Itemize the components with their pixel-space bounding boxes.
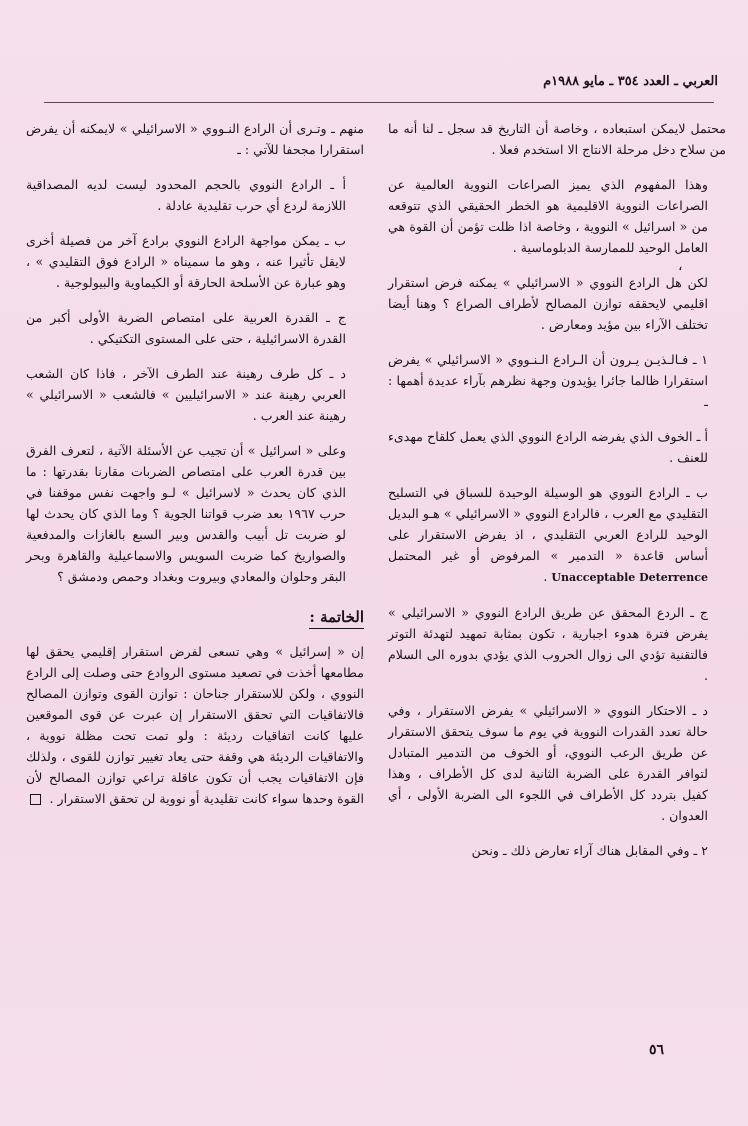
paragraph: ج ـ القدرة العربية على امتصاص الضربة الأولى أكبر من القدرة الاسرائيلية ، حتى على المستوى التكتيكي . <box>26 310 346 346</box>
paragraph: ب ـ يمكن مواجهة الرادع النووي برادع آخر من فصيلة أخرى لايقل تأثيرا عنه ، وهو ما سميناه « الرادع فوق التقليدي » ، وهو عبارة عن الأسلحة الحارقة أو الكيماوية والبيولوجية . <box>26 233 346 290</box>
running-header: العربي ـ العدد ٣٥٤ ـ مايو ١٩٨٨م <box>543 74 718 89</box>
paragraph-text: ب ـ الرادع النووي هو الوسيلة الوحيدة للسباق في التسليح التقليدي مع العرب ، فالرادع النووي « الاسرائيلي » هـو البديل الوحيد للرادع العربي التقليدي ، اذ يفرض الاستقرار على أساس قاعدة « التدمير » المرفوض أو غير المحتمل <box>388 485 708 563</box>
paragraph: محتمل لايمكن استبعاده ، وخاصة أن التاريخ قد سجل ـ لنا أنه ما من سلاح دخل مرحلة الانتاج الا استخدم فعلا . <box>388 121 726 157</box>
paragraph <box>26 641 364 809</box>
header-rule <box>44 102 714 103</box>
paragraph: ٢ ـ وفي المقابل هناك آراء تعارض ذلك ـ ونحن <box>471 843 708 858</box>
paragraph: وهذا المفهوم الذي يميز الصراعات النووية العالمية عن الصراعات النووية الاقليمية هو الخطر الحقيقي الذي تتوقعه من « اسرائيل » النووية ، وخاصة اذا ظلت تؤمن أن القوة هي العامل الوحيد للممارسة الدبلوماسية . <box>388 177 708 255</box>
conclusion-heading: الخاتمة : <box>309 607 364 629</box>
margin-mark: ، <box>678 258 683 274</box>
page-number: ٥٦ <box>648 1042 664 1058</box>
end-mark-icon <box>30 794 41 805</box>
paragraph: ب ـ الرادع النووي هو الوسيلة الوحيدة للسباق في التسليح التقليدي مع العرب ، فالرادع النووي « الاسرائيلي » هـو البديل الوحيد للرادع العربي التقليدي ، اذ يفرض الاستقرار على أساس قاعدة « التدمير » المرفوض أو غير المحتمل Unacceptable Deterrence . <box>388 485 708 584</box>
conclusion-text: إن « إسرائيل » وهي تسعى لفرض استقرار إقليمي يحقق لها مطامعها أخذت في تصعيد مستوى الروادع حتى وصلت إلى الرادع النووي ، ولكن للاستقرار جناحان : توازن القوى وتوازن المصالح فالاتفاقيات التي تحقق الاستقرار إن عبرت عن قوى الموقعين عليها كانت اتفاقيات رديئة : ولو تمت تحت مظلة نووية ، والاتفاقيات الرديئة هي وقفة حتى يعاد تغيير توازن للقوى ، ولذلك فإن الاتفاقيات يجب أن تكون عاقلة تراعي توازن المصالح لأن القوة وحدها سواء كانت تقليدية أو نووية لن تحقق الاستقرار . <box>26 644 364 806</box>
paragraph: لكن هل الرادع النووي « الاسرائيلي » يمكنه فرض استقرار اقليمي لايحققه توازن المصالح لأطراف الصراع ؟ وهنا أيضا تختلف الآراء بين مؤيد ومعارض . <box>388 275 708 332</box>
paragraph: وعلى « اسرائيل » أن تجيب عن الأسئلة الآتية ، لتعرف الفرق بين قدرة العرب على امتصاص الضربات مقارنا بقدرتها : ما الذي كان يحدث « لاسرائيل » لـو واجهت نفس موقفنا في حرب ١٩٦٧ بعد ضرب قواتنا الجوية ؟ وما الذي كان يحدث لها لو ضربت تل أبيب والقدس وبير السبع بالغازات والمدفعية والصواريخ كما ضربت السويس والاسماعيلية والقاهرة وبحر البقر وحلوان والمعادي وبيروت وبغداد وحمص ودمشق ؟ <box>26 443 347 584</box>
paragraph: منهم ـ وتـرى أن الرادع النـووي « الاسرائيلي » لايمكنه أن يفرض استقرارا مجحفا للآتي : ـ <box>26 121 364 157</box>
paragraph: د ـ الاحتكار النووي « الاسرائيلي » يفرض الاستقرار ، وفي حالة تعدد القدرات النووية في يوم ما سوف يتحقق الاستقرار عن طريق الرعب النووي، أو الخوف من التدمير المتبادل لتوافر القدرة على الضربة الثانية لدى كل الأطراف ، وهذا كفيل بتردد كل الأطراف في اللجوء الى الضربة الأولى ، أي العدوان . <box>388 703 708 823</box>
latin-term: Unacceptable Deterrence <box>551 571 708 584</box>
left-column <box>26 118 364 823</box>
right-column <box>388 118 726 875</box>
paragraph: ج ـ الردع المحقق عن طريق الرادع النووي « الاسرائيلي » يفرض فترة هدوء اجبارية ، تكون بمثابة تمهيد لتهدئة التوتر فالتقنية تؤدي الى زوال الحروب الذي يؤدي بدوره الى السلام . <box>388 605 708 683</box>
paragraph: د ـ كل طرف رهينة عند الطرف الآخر ، فاذا كان الشعب العربي رهينة عند « الاسرائيليين » فالشعب « الاسرائيلي » رهينة عند العرب . <box>26 366 346 423</box>
paragraph: أ ـ الخوف الذي يفرضه الرادع النووي الذي يعمل كلقاح مهدىء للعنف . <box>388 429 708 465</box>
paragraph: أ ـ الرادع النووي بالحجم المحدود ليست لديه المصداقية اللازمة لردع أي حرب تقليدية عادلة . <box>26 177 346 213</box>
paragraph: ١ ـ فـالـذيـن يـرون أن الـرادع الـنـووي « الاسرائيلي » يفرض استقرارا ظالما جائرا يؤيدون وجهة نظرهم بآراء عديدة أهمها : ـ <box>388 352 708 409</box>
